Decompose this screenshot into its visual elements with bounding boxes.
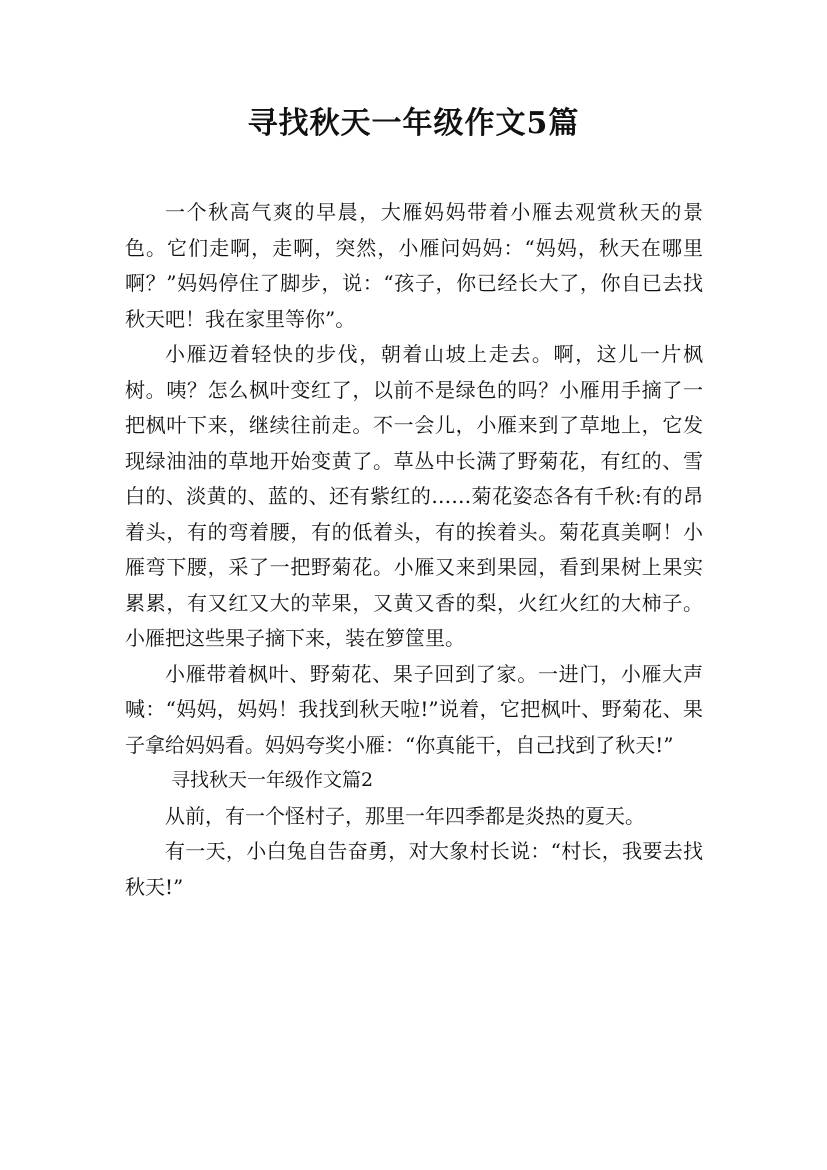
paragraph-1: 一个秋高气爽的早晨，大雁妈妈带着小雁去观赏秋天的景色。它们走啊，走啊，突然，小雁问妈妈：“妈妈，秋天在哪里啊？”妈妈停住了脚步，说：“孩子，你已经长大了，你自已去找秋天吧！我在家里等你”。 xyxy=(125,200,703,331)
document-body xyxy=(125,195,703,905)
paragraph-4: 从前，有一个怪村子，那里一年四季都是炎热的夏天。 xyxy=(165,803,645,828)
paragraph-5: 有一天，小白兔自告奋勇，对大象村长说：“村长，我要去找秋天!” xyxy=(125,839,703,899)
section-heading: 寻找秋天一年级作文篇2 xyxy=(171,769,374,791)
paragraph-3: 小雁带着枫叶、野菊花、果子回到了家。一进门，小雁大声喊：“妈妈，妈妈！我找到秋天啦!”说着，它把枫叶、野菊花、果子拿给妈妈看。妈妈夸奖小雁：“你真能干，自己找到了秋天!” xyxy=(125,661,703,757)
paragraph-2: 小雁迈着轻快的步伐，朝着山坡上走去。啊，这儿一片枫树。咦？怎么枫叶变红了，以前不是绿色的吗？小雁用手摘了一把枫叶下来，继续往前走。不一会儿，小雁来到了草地上，它发现绿油油的草地开始变黄了。草丛中长满了野菊花，有红的、雪白的、淡黄的、蓝的、还有紫红的……菊花姿态各有千秋:有的昂着头，有的弯着腰，有的低着头，有的挨着头。菊花真美啊！小雁弯下腰，采了一把野菊花。小雁又来到果园，看到果树上果实累累，有又红又大的苹果，又黄又香的梨，火红火红的大柿子。小雁把这些果子摘下来，装在箩筐里。 xyxy=(125,342,703,650)
document-title: 寻找秋天一年级作文5篇 xyxy=(247,106,580,141)
